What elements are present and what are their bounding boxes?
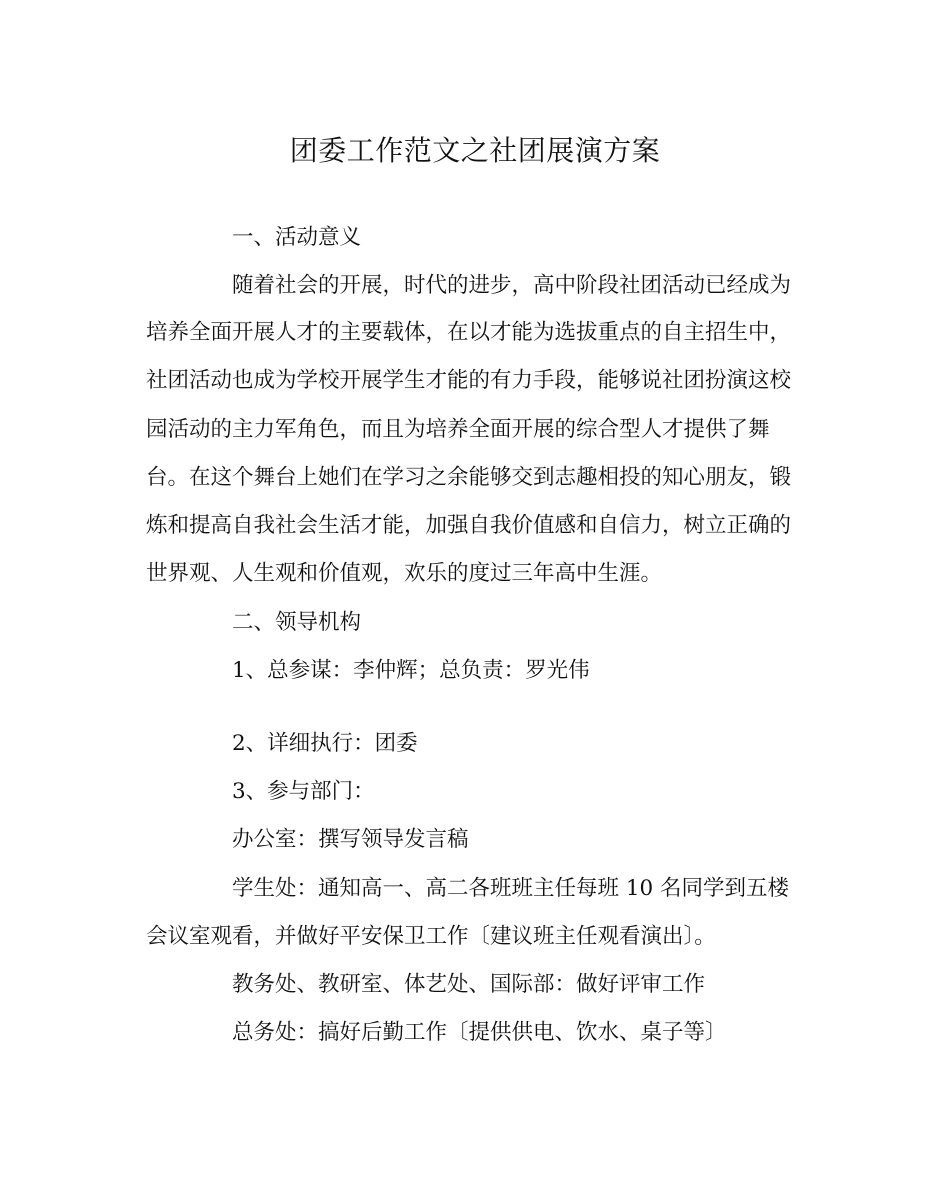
document-title: 团委工作范文之社团展演方案 [289, 134, 661, 167]
paragraph-line: 随着社会的开展，时代的进步，高中阶段社团活动已经成为 [232, 273, 792, 298]
paragraph-line: 园活动的主力军角色，而且为培养全面开展的综合型人才提供了舞 [146, 417, 770, 442]
paragraph-line: 台。在这个舞台上她们在学习之余能够交到志趣相投的知心朋友，锻 [146, 465, 792, 490]
paragraph-line: 社团活动也成为学校开展学生才能的有力手段，能够说社团扮演这校 [146, 368, 792, 393]
paragraph-line: 世界观、人生观和价值观，欢乐的度过三年高中生涯。 [146, 561, 663, 586]
paragraph-line: 培养全面开展人才的主要载体，在以才能为选拔重点的自主招生中， [146, 320, 792, 345]
section-heading-leadership: 二、领导机构 [232, 610, 362, 635]
department-student-affairs-continued: 会议室观看，并做好平安保卫工作〔建议班主任观看演出〕。 [146, 924, 716, 949]
department-office: 办公室：撰写领导发言稿 [232, 827, 469, 852]
section-heading-activity-meaning: 一、活动意义 [232, 225, 362, 250]
department-academic: 教务处、教研室、体艺处、国际部：做好评审工作 [232, 972, 706, 997]
list-item: 2、详细执行：团委 [232, 731, 418, 756]
department-student-affairs: 学生处：通知高一、高二各班班主任每班 10 名同学到五楼 [232, 876, 790, 901]
list-item: 1、总参谋：李仲辉；总负责：罗光伟 [232, 658, 590, 683]
department-general-affairs: 总务处：搞好后勤工作〔提供供电、饮水、桌子等〕 [232, 1020, 727, 1045]
list-item: 3、参与部门： [232, 779, 375, 804]
paragraph-line: 炼和提高自我社会生活才能，加强自我价值感和自信力，树立正确的 [146, 513, 792, 538]
